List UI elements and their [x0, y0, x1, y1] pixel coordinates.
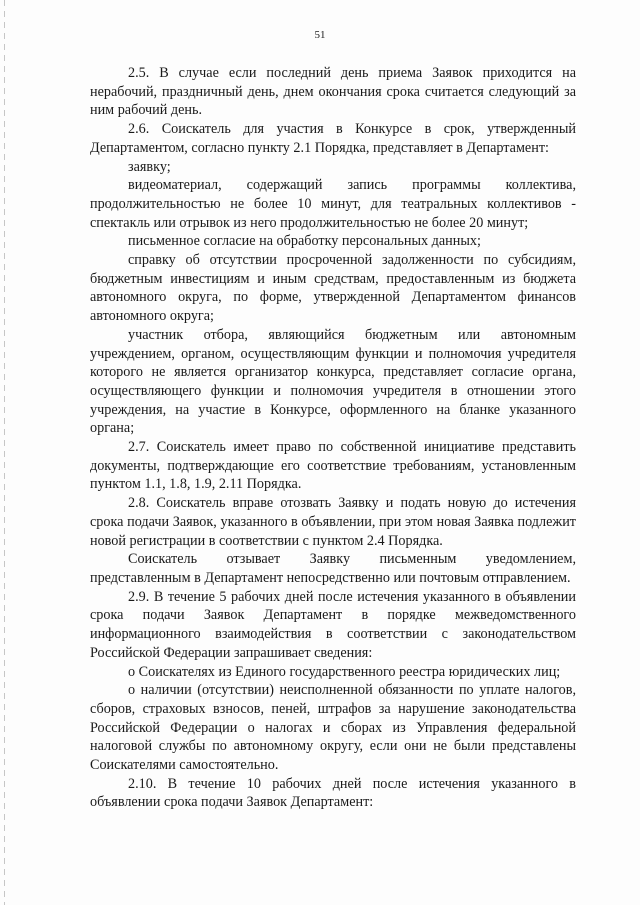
- paragraph-2-7: 2.7. Соискатель имеет право по собственной инициативе представить документы, подтверждающие его соответствие требованиям, установленным пунктом 1.1, 1.8, 1.9, 2.11 Порядка.: [90, 439, 576, 493]
- list-item-application: заявку;: [128, 158, 171, 175]
- scan-edge-line: [4, 0, 5, 905]
- paragraph-2-6: 2.6. Соискатель для участия в Конкурсе в срок, утвержденный Департаментом, согласно пункту 2.1 Порядка, представляет в Департамент:: [90, 121, 576, 156]
- document-body: [90, 64, 576, 812]
- paragraph-2-9: 2.9. В течение 5 рабочих дней после истечения указанного в объявлении срока подачи Заявок Департамент в порядке межведомственного информационного взаимодействия в соответствии с законодательством Российской Федерации запрашивает сведения:: [90, 588, 576, 661]
- list-item-founder-consent: участник отбора, являющийся бюджетным или автономным учреждением, органом, осуществляющим функции и полномочия учредителя которого не является организатор конкурса, представляет согласие органа, осуществляющего функции и полномочия учредителя в отношении этого учреждения, на участие в Конкурсе, оформленного на бланке указанного органа;: [90, 326, 576, 437]
- paragraph-withdrawal: Соискатель отзывает Заявку письменным уведомлением, представленным в Департамент непосредственно или почтовым отправлением.: [90, 551, 576, 586]
- paragraph-2-8: 2.8. Соискатель вправе отозвать Заявку и подать новую до истечения срока подачи Заявок, указанного в объявлении, при этом новая Заявка подлежит новой регистрации в соответствии с пунктом 2.4 Порядка.: [90, 495, 576, 549]
- paragraph-2-10: 2.10. В течение 10 рабочих дней после истечения указанного в объявлении срока подачи Заявок Департамент:: [90, 775, 576, 811]
- list-item-consent: письменное согласие на обработку персональных данных;: [128, 233, 481, 250]
- list-item-register: о Соискателях из Единого государственного реестра юридических лиц;: [128, 663, 561, 680]
- paragraph-2-5: 2.5. В случае если последний день приема Заявок приходится на нерабочий, праздничный день, днем окончания срока считается следующий за ним рабочий день.: [90, 65, 576, 119]
- list-item-video: видеоматериал, содержащий запись программы коллектива, продолжительностью не более 10 минут, для театральных коллективов - спектакль или отрывок из него продолжительностью не более 20 минут;: [90, 177, 576, 231]
- page-number: 51: [314, 29, 326, 41]
- list-item-tax: о наличии (отсутствии) неисполненной обязанности по уплате налогов, сборов, страховых взносов, пеней, штрафов за нарушение законодательства Российской Федерации о налогах и сборах из Управления федеральной налоговой службы по автономному округу, если они не были представлены Соискателями самостоятельно.: [90, 682, 576, 774]
- list-item-debt-certificate: справку об отсутствии просроченной задолженности по субсидиям, бюджетным инвестициям и иным средствам, предоставленным из бюджета автономного округа, по форме, утвержденной Департаментом финансов автономного округа;: [90, 252, 576, 325]
